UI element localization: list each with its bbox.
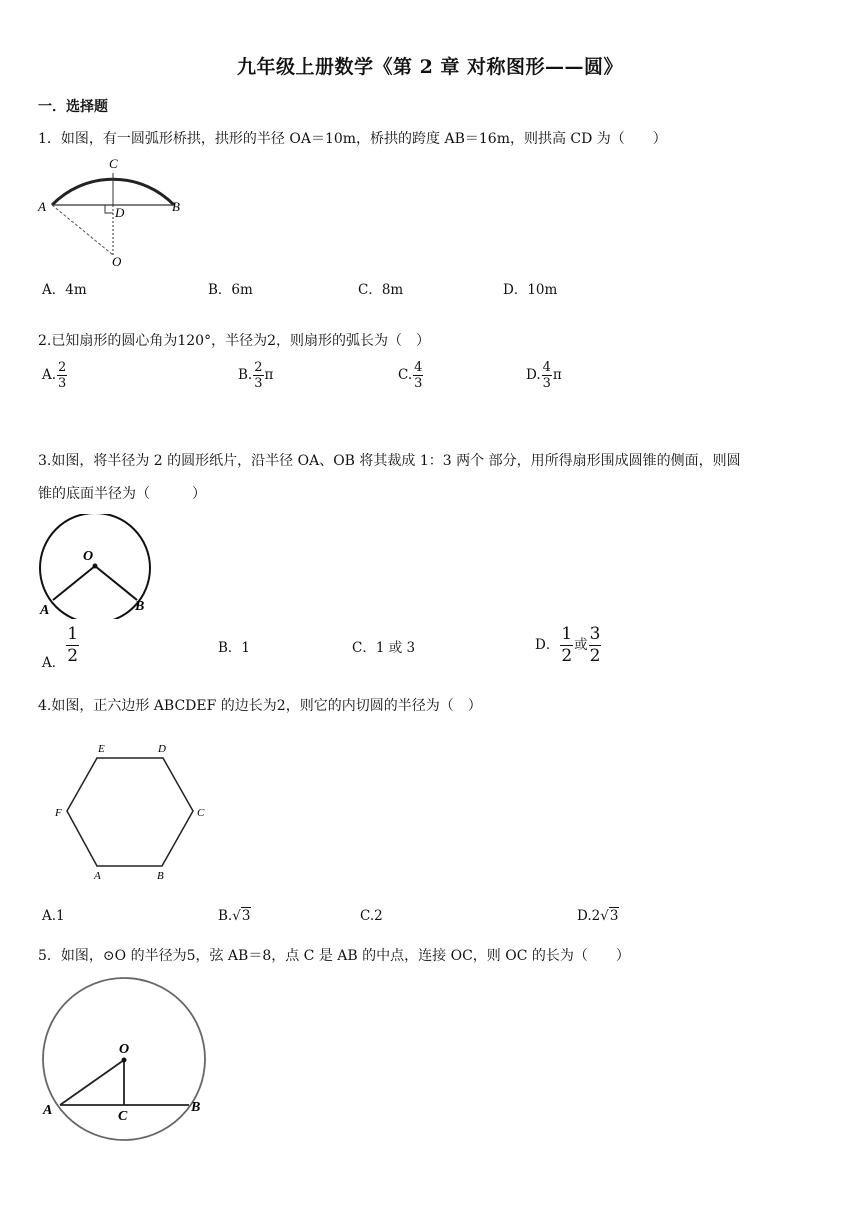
label-a: A bbox=[40, 603, 50, 618]
label-e: E bbox=[98, 743, 105, 755]
center-dot bbox=[93, 564, 98, 569]
fraction: $\frac{1}{2}$ bbox=[67, 624, 79, 666]
q3-option-d[interactable]: D． $\frac{1}{2}$ 或 $\frac{3}{2}$ bbox=[535, 624, 601, 666]
label-b: B bbox=[172, 199, 180, 214]
label-f: F bbox=[55, 807, 62, 819]
fraction: $\frac{3}{2}$ bbox=[589, 624, 601, 666]
section-heading: 一．选择题 bbox=[38, 99, 108, 115]
label-d: D bbox=[158, 743, 166, 755]
label-a: A bbox=[94, 870, 101, 882]
label-o: O bbox=[119, 1042, 130, 1057]
label-b: B bbox=[157, 870, 164, 882]
label-b: B bbox=[135, 599, 145, 614]
label-c: C bbox=[197, 807, 205, 819]
fraction: $\frac{4}{3}$ bbox=[414, 360, 423, 391]
q2-option-c[interactable]: C. $\frac{4}{3}$ bbox=[398, 360, 423, 391]
radius-ob bbox=[95, 566, 137, 600]
q2-option-a[interactable]: A. $\frac{2}{3}$ bbox=[42, 360, 67, 391]
question-4-text: 4.如图，正六边形 ABCDEF 的边长为2，则它的内切圆的半径为（ ） bbox=[38, 698, 482, 714]
q4-option-c[interactable]: C.2 bbox=[360, 908, 383, 924]
question-1-text: 1．如图，有一圆弧形桥拱，拱形的半径 OA＝10m，桥拱的跨度 AB＝16m，则拱高 CD 为（ ） bbox=[38, 131, 667, 147]
q2-option-b[interactable]: B. $\frac{2}{3}$ π bbox=[238, 360, 274, 391]
question-2-text: 2.已知扇形的圆心角为120°，半径为2，则扇形的弧长为（ ） bbox=[38, 333, 430, 349]
label-o: O bbox=[83, 549, 94, 564]
radius-oa bbox=[52, 205, 113, 255]
label-d: D bbox=[115, 205, 125, 220]
q1-option-c[interactable]: C．8m bbox=[358, 282, 404, 298]
q4-option-b[interactable]: B.√3 bbox=[218, 908, 251, 924]
label-c: C bbox=[118, 1109, 128, 1124]
q2-option-d[interactable]: D. $\frac{4}{3}$ π bbox=[526, 360, 562, 391]
fraction: $\frac{2}{3}$ bbox=[254, 360, 263, 391]
label-c: C bbox=[109, 156, 118, 171]
question-3-line-1: 3.如图，将半径为 2 的圆形纸片，沿半径 OA、OB 将其裁成 1：3 两个 部分，用所得扇形围成圆锥的侧面，则圆 bbox=[38, 453, 741, 469]
q5-circle-figure bbox=[38, 975, 210, 1143]
center-dot bbox=[122, 1058, 127, 1063]
q4-option-d[interactable]: D.2√3 bbox=[577, 908, 619, 924]
q3-option-a[interactable]: A． $\frac{1}{2}$ bbox=[42, 624, 79, 671]
radius-oa bbox=[60, 1060, 124, 1105]
fraction: $\frac{1}{2}$ bbox=[561, 624, 573, 666]
label-o: O bbox=[112, 254, 122, 269]
page-title: 九年级上册数学《第 2 章 对称图形——圆》 bbox=[236, 56, 624, 78]
sqrt: √3 bbox=[232, 908, 251, 924]
right-angle-mark bbox=[105, 205, 113, 213]
question-3-line-2: 锥的底面半径为（ ） bbox=[38, 486, 206, 502]
question-5-text: 5．如图，⊙O 的半径为5，弦 AB＝8，点 C 是 AB 的中点，连接 OC，则 OC 的长为（ ） bbox=[38, 948, 630, 964]
label-b: B bbox=[191, 1100, 201, 1115]
label-a: A bbox=[38, 199, 46, 214]
q3-circle-figure bbox=[34, 514, 159, 619]
q4-option-a[interactable]: A.1 bbox=[42, 908, 65, 924]
q1-bridge-figure bbox=[36, 155, 186, 270]
q1-option-a[interactable]: A．4m bbox=[42, 282, 87, 298]
hexagon bbox=[67, 758, 193, 866]
fraction: $\frac{2}{3}$ bbox=[58, 360, 67, 391]
q3-option-b[interactable]: B．1 bbox=[218, 640, 251, 656]
q1-option-b[interactable]: B．6m bbox=[208, 282, 253, 298]
sqrt: √3 bbox=[600, 908, 619, 924]
q1-option-d[interactable]: D．10m bbox=[503, 282, 558, 298]
fraction: $\frac{4}{3}$ bbox=[542, 360, 551, 391]
label-a: A bbox=[43, 1103, 53, 1118]
radius-oa bbox=[53, 566, 95, 600]
q4-hexagon-figure bbox=[50, 738, 220, 888]
q3-option-c[interactable]: C．1 或 3 bbox=[352, 640, 416, 656]
